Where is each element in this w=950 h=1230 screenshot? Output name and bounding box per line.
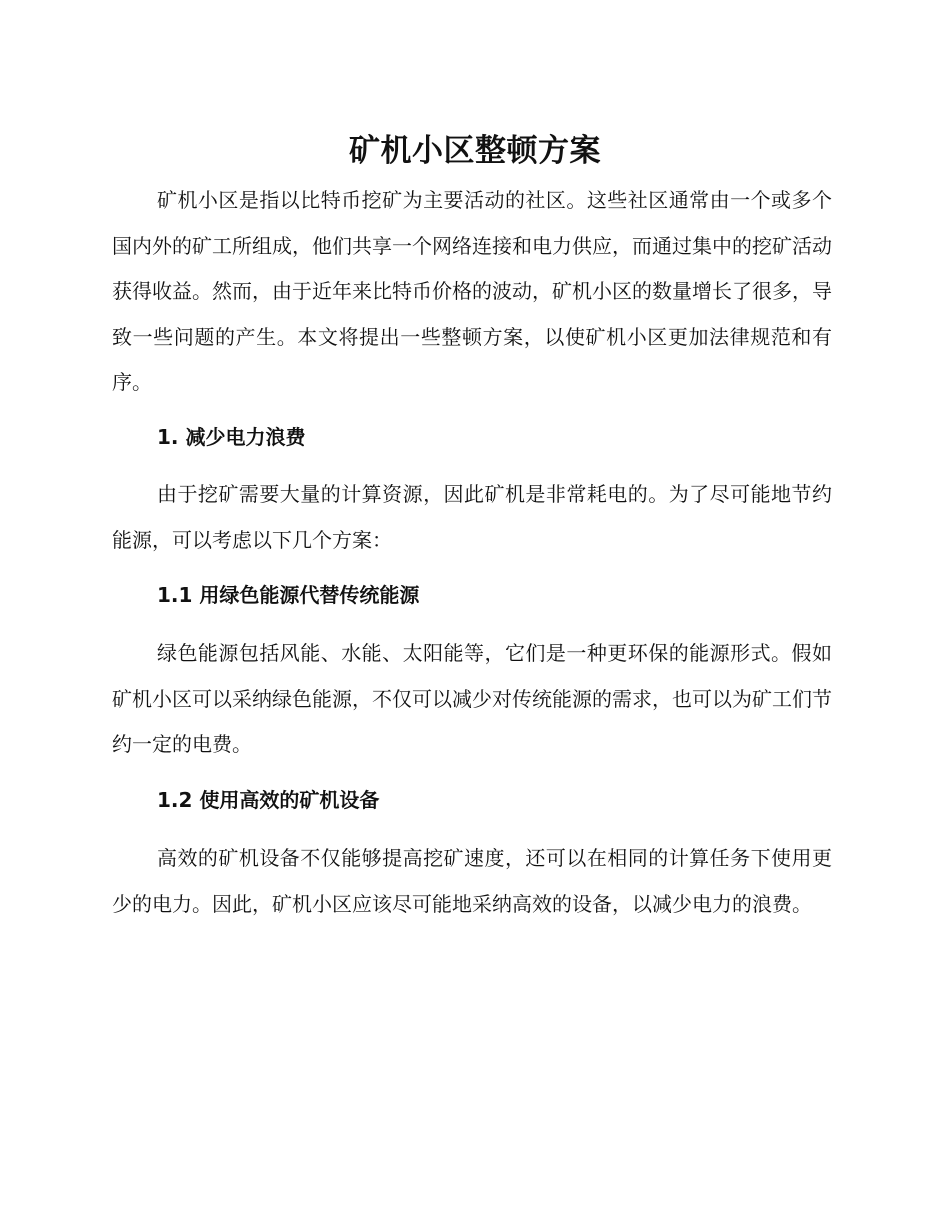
section-1-2-paragraph: 高效的矿机设备不仅能够提高挖矿速度，还可以在相同的计算任务下使用更少的电力。因此，矿机小区应该尽可能地采纳高效的设备，以减少电力的浪费。 (112, 846, 832, 916)
section-1-heading: 1. 减少电力浪费 (157, 425, 306, 449)
section-1-1-paragraph: 绿色能源包括风能、水能、太阳能等，它们是一种更环保的能源形式。假如矿机小区可以采纳绿色能源，不仅可以减少对传统能源的需求，也可以为矿工们节约一定的电费。 (112, 641, 832, 757)
intro-paragraph: 矿机小区是指以比特币挖矿为主要活动的社区。这些社区通常由一个或多个国内外的矿工所组成，他们共享一个网络连接和电力供应，而通过集中的挖矿活动获得收益。然而，由于近年来比特币价格的波动，矿机小区的数量增长了很多，导致一些问题的产生。本文将提出一些整顿方案，以使矿机小区更加法律规范和有序。 (112, 188, 832, 395)
section-1-paragraph: 由于挖矿需要大量的计算资源，因此矿机是非常耗电的。为了尽可能地节约能源，可以考虑以下几个方案： (112, 482, 832, 552)
document-title: 矿机小区整顿方案 (349, 133, 601, 169)
section-1-1-heading: 1.1 用绿色能源代替传统能源 (157, 583, 420, 607)
section-1-2-heading: 1.2 使用高效的矿机设备 (157, 788, 380, 812)
